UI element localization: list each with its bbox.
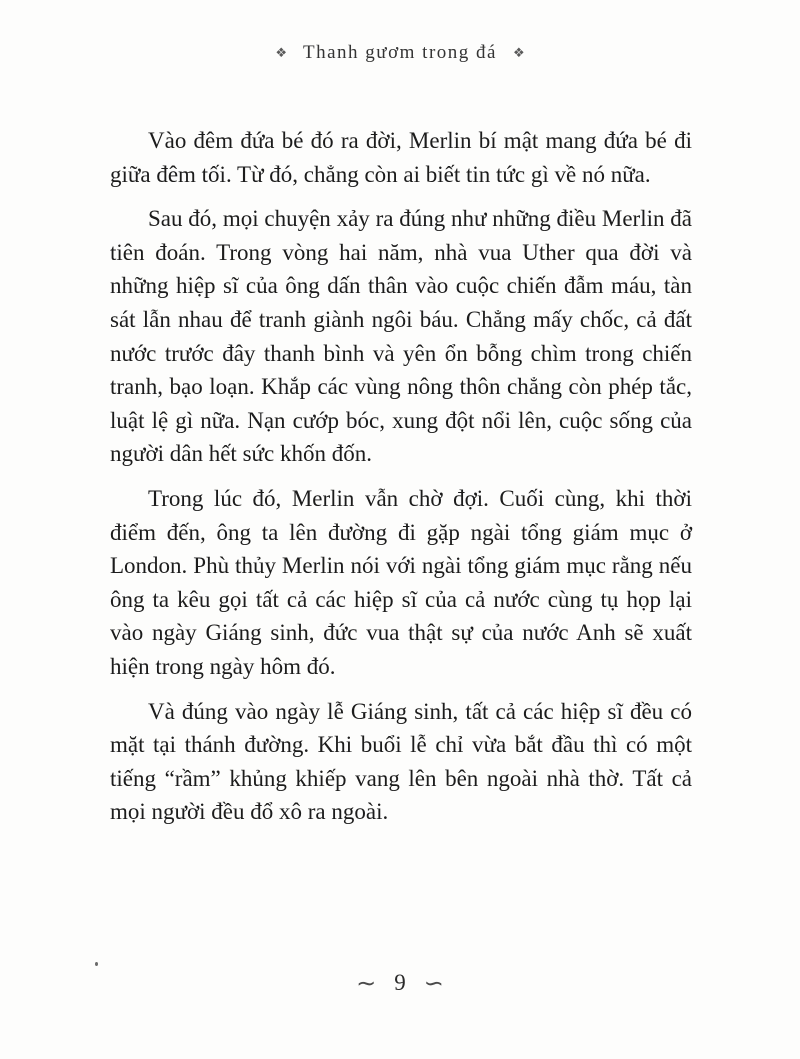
paragraph: Và đúng vào ngày lễ Giáng sinh, tất cả các hiệp sĩ đều có mặt tại thánh đường. Khi buổi lễ chỉ vừa bắt đầu thì có một tiếng “rầm” khủng khiếp vang lên bên ngoài nhà thờ. Tất cả mọi người đều đổ xô ra ngoài. bbox=[110, 698, 692, 825]
running-header bbox=[0, 42, 800, 64]
page-number: 9 bbox=[394, 970, 406, 995]
paragraph: Trong lúc đó, Merlin vẫn chờ đợi. Cuối cùng, khi thời điểm đến, ông ta lên đường đi gặp ngài tổng giám mục ở London. Phù thủy Merlin nói với ngài tổng giám mục rằng nếu ông ta kêu gọi tất cả các hiệp sĩ của cả nước cùng tụ họp lại vào ngày Giáng sinh, đức vua thật sự của nước Anh sẽ xuất hiện trong ngày hôm đó. bbox=[110, 485, 692, 679]
swash-left-icon: ∼ bbox=[356, 969, 377, 997]
print-speck bbox=[95, 962, 98, 966]
page-footer bbox=[0, 970, 800, 996]
fleuron-right-icon: ❖ bbox=[512, 45, 525, 61]
paragraph: Vào đêm đứa bé đó ra đời, Merlin bí mật mang đứa bé đi giữa đêm tối. Từ đó, chẳng còn ai biết tin tức gì về nó nữa. bbox=[110, 128, 692, 187]
book-title: Thanh gươm trong đá bbox=[303, 42, 497, 63]
swash-right-icon: ∽ bbox=[423, 969, 444, 997]
fleuron-left-icon: ❖ bbox=[275, 45, 288, 61]
page-body bbox=[110, 124, 692, 840]
paragraph: Sau đó, mọi chuyện xảy ra đúng như những điều Merlin đã tiên đoán. Trong vòng hai năm, nhà vua Uther qua đời và những hiệp sĩ của ông dấn thân vào cuộc chiến đẫm máu, tàn sát lẫn nhau để tranh giành ngôi báu. Chẳng mấy chốc, cả đất nước trước đây thanh bình và yên ổn bỗng chìm trong chiến tranh, bạo loạn. Khắp các vùng nông thôn chẳng còn phép tắc, luật lệ gì nữa. Nạn cướp bóc, xung đột nổi lên, cuộc sống của người dân hết sức khốn đốn. bbox=[110, 206, 692, 467]
